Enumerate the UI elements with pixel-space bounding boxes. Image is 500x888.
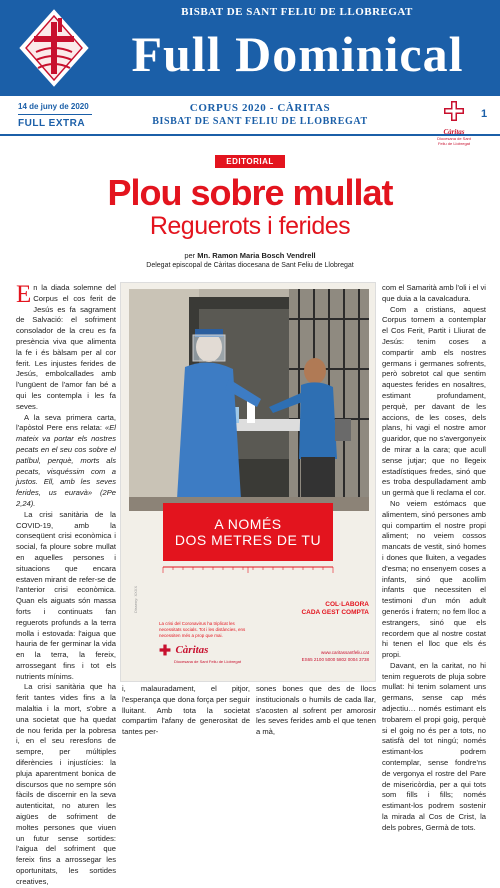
edition-label: FULL EXTRA	[18, 118, 86, 129]
paragraph: A la seva primera carta, l'apòstol Pere ens relata: «El mateix va portar els nostres pecats en el seu cos sobre el patíbul, perquè, morts als pecats, visquéssim com a justos. Ell, amb les seves ferides, us euravà» (2Pe 2,24).	[16, 412, 116, 508]
diocese-name: BISBAT DE SANT FELIU DE LLOBREGAT	[181, 6, 413, 18]
poster-iban: ES65 2100 5000 5802 0004 3738	[301, 657, 369, 662]
poster-contact	[279, 649, 369, 663]
poster-slogan	[299, 601, 369, 617]
paragraph: Com a cristians, aquest Corpus tornem a contemplar el Cos Ferit, Partit i Lliurat de Jesús: tenim coses a compartir amb els nostres germans i germanes sofrents, però sobretot cal que sentim aquestes ferides en nosaltres, estimant profundament, perquè, per davant de les accions, de les coses, dels plans, hi vagi el nostre amor guaridor, que no s'avergonyeix de mirar a la cara; que acull sense jutjar; que no llegeix estadístiques fredes, sinó que es troba despulladament amb un germà que li reclama el cor.	[382, 304, 486, 498]
paragraph: com el Samarità amb l'oli i el vi que duia a la cavalcadura.	[382, 283, 486, 303]
slogan-line-1: COL·LABORA	[325, 601, 369, 608]
article-column-right	[382, 283, 486, 832]
article-bottom-a: i, malauradament, el pitjor, l'esperança que dona força per seguir lluitant. Amb tota la societat compartim l'afany de generositat de tantes per-	[122, 684, 250, 737]
caritas-poster	[120, 282, 376, 682]
issue-subtitle: BISBAT DE SANT FELIU DE LLOBREGAT	[152, 116, 368, 127]
article-headline: Plou sobre mullat	[107, 172, 393, 213]
paragraph: No veiem estómacs que alimentem, sinó persones amb qui compartim el nostre propi aliment; no veiem cossos mancats de vestit, sinó homes i dones que lluiten, a vegades d'esma; no ensenyem coses a infants, sinó que acollim infants que necessiten el testimoni d'un món adult generós i fratern; no fem lloc a estrangers, sinó que els recordem que al nostre costat hi tenen el lloc que els és propi.	[382, 498, 486, 660]
caritas-subname: Diocesana de Sant Feliu de Llobregat	[437, 136, 471, 146]
issue-title: CORPUS 2020 - CÀRITAS	[189, 102, 331, 114]
poster-note: La crisi del Coronavirus ha triplicat les necessitats socials. Tot i les distàncies, ens necessiten més a prop que mai.	[159, 621, 246, 638]
date-divider	[18, 114, 92, 115]
article-subheadline: Reguerots i ferides	[149, 212, 351, 240]
section-tag: EDITORIAL	[215, 155, 285, 168]
banner-line-1: A NOMÉS	[214, 516, 282, 532]
byline	[0, 251, 500, 260]
publication-title: Full Dominical	[131, 26, 464, 82]
paragraph: La crisi sanitària de la COVID-19, amb la conseqüent crisi econòmica i social, fa ploure sobre mullat en aquelles persones i situacions que encara estaven mirant de refer-se de l'anterior crisi econòmica. Quan els aiguats són massa forts i continuats fan reguerots profunds a la terra molla i estovada: l'aigua que hauria de fer germinar la vida en la terra, la fereix, arrossegant fins i tot els nutrients mínims.	[16, 509, 116, 681]
poster-logo-sub: Diocesana de Sant Feliu de Llobregat	[174, 659, 241, 664]
poster-banner	[163, 503, 333, 561]
issue-info-band	[0, 96, 500, 136]
poster-caritas-logo	[159, 641, 249, 664]
slogan-line-2: CADA GEST COMPTA	[301, 609, 369, 616]
author-name: Mn. Ramon Maria Bosch Vendrell	[197, 251, 316, 260]
banner-line-2: DOS METRES DE TU	[174, 532, 322, 548]
paragraph: Davant, en la caritat, no hi tenim reguerots de pluja sobre mullat: hi tenim solament uns germans, sense cap més adjectiu… només estimant els trobarem el propi goig, perquè si el goig no és per a tots, no satisfà del tot ningú; només estimant-los podrem contemplar, sense fondre'ns de vergonya el rostre del Pare de misericòrdia, per a qui tots som fills i fills; només estimant-los podrem sostenir la mirada al Cos de Crist, la dels pobres, Germà de tots.	[382, 660, 486, 832]
byline-prefix: per	[184, 251, 196, 260]
issue-date: 14 de juny de 2020	[18, 102, 89, 111]
scripture-ref: (2Pe 2,24).	[16, 488, 116, 508]
distance-ruler	[163, 565, 333, 573]
article-column-left	[16, 281, 116, 886]
caritas-header-logo	[434, 100, 474, 146]
poster-credit: Disseny: XXXX	[133, 585, 138, 613]
caritas-cross-icon	[443, 100, 465, 122]
poster-logo-name: Càritas	[175, 643, 209, 656]
paragraph: En la diada solemne del Corpus el cos ferit de Jesús es fa sagrament de Salvació: el sofriment consolador de la creu es fa presència viva que alimenta la fe i és bàlsam per al cor ferit. Les injustes ferides de Jesús, embolcallades amb l'ungüent de l'amor fan bé a qui les contempla i les fa seves.	[16, 281, 116, 411]
dropcap: E	[16, 281, 32, 308]
diocese-logo-icon	[14, 4, 94, 92]
article-bottom-b: sones bones que des de llocs institucionals o humils de cada llar, s'acosten al sofrent per amorosir les seves ferides amb el que tenen a mà,	[256, 684, 376, 737]
caritas-name: Càritas	[443, 128, 465, 136]
poster-website[interactable]: www.caritassantfeliu.cat	[320, 650, 369, 655]
volunteer-photo	[129, 289, 369, 511]
scripture-quote: «El mateix va portar els nostres pecats en el seu cos sobre el patíbul, perquè, morts als pecats, visquéssim com a justos. Ell, amb les seves ferides, us euravà»	[16, 423, 116, 498]
page-number: 1	[481, 108, 488, 120]
masthead	[0, 0, 500, 96]
caritas-cross-icon	[159, 644, 171, 656]
author-role: Delegat episcopal de Càritas diocesana de Sant Feliu de Llobregat	[146, 262, 354, 269]
paragraph: La crisi sanitària que ha ferit tantes vides fins a la malaltia i la mort, s'obre a una societat que ha quedat de nou ferida per la pobresa i, en el seu reresfons de sempre, per múltiples diferències i injustícies: la pluja aparentment bonica de discursos que no sempre són fàcils de discernir en la seva autenticitat, no aturen les aigües de sofriment de moltes persones que viuen un futur sense sortides: l'aigua del sofriment que fereix fins a arrossegar les oportunitats, les sortides creatives,	[16, 682, 116, 886]
